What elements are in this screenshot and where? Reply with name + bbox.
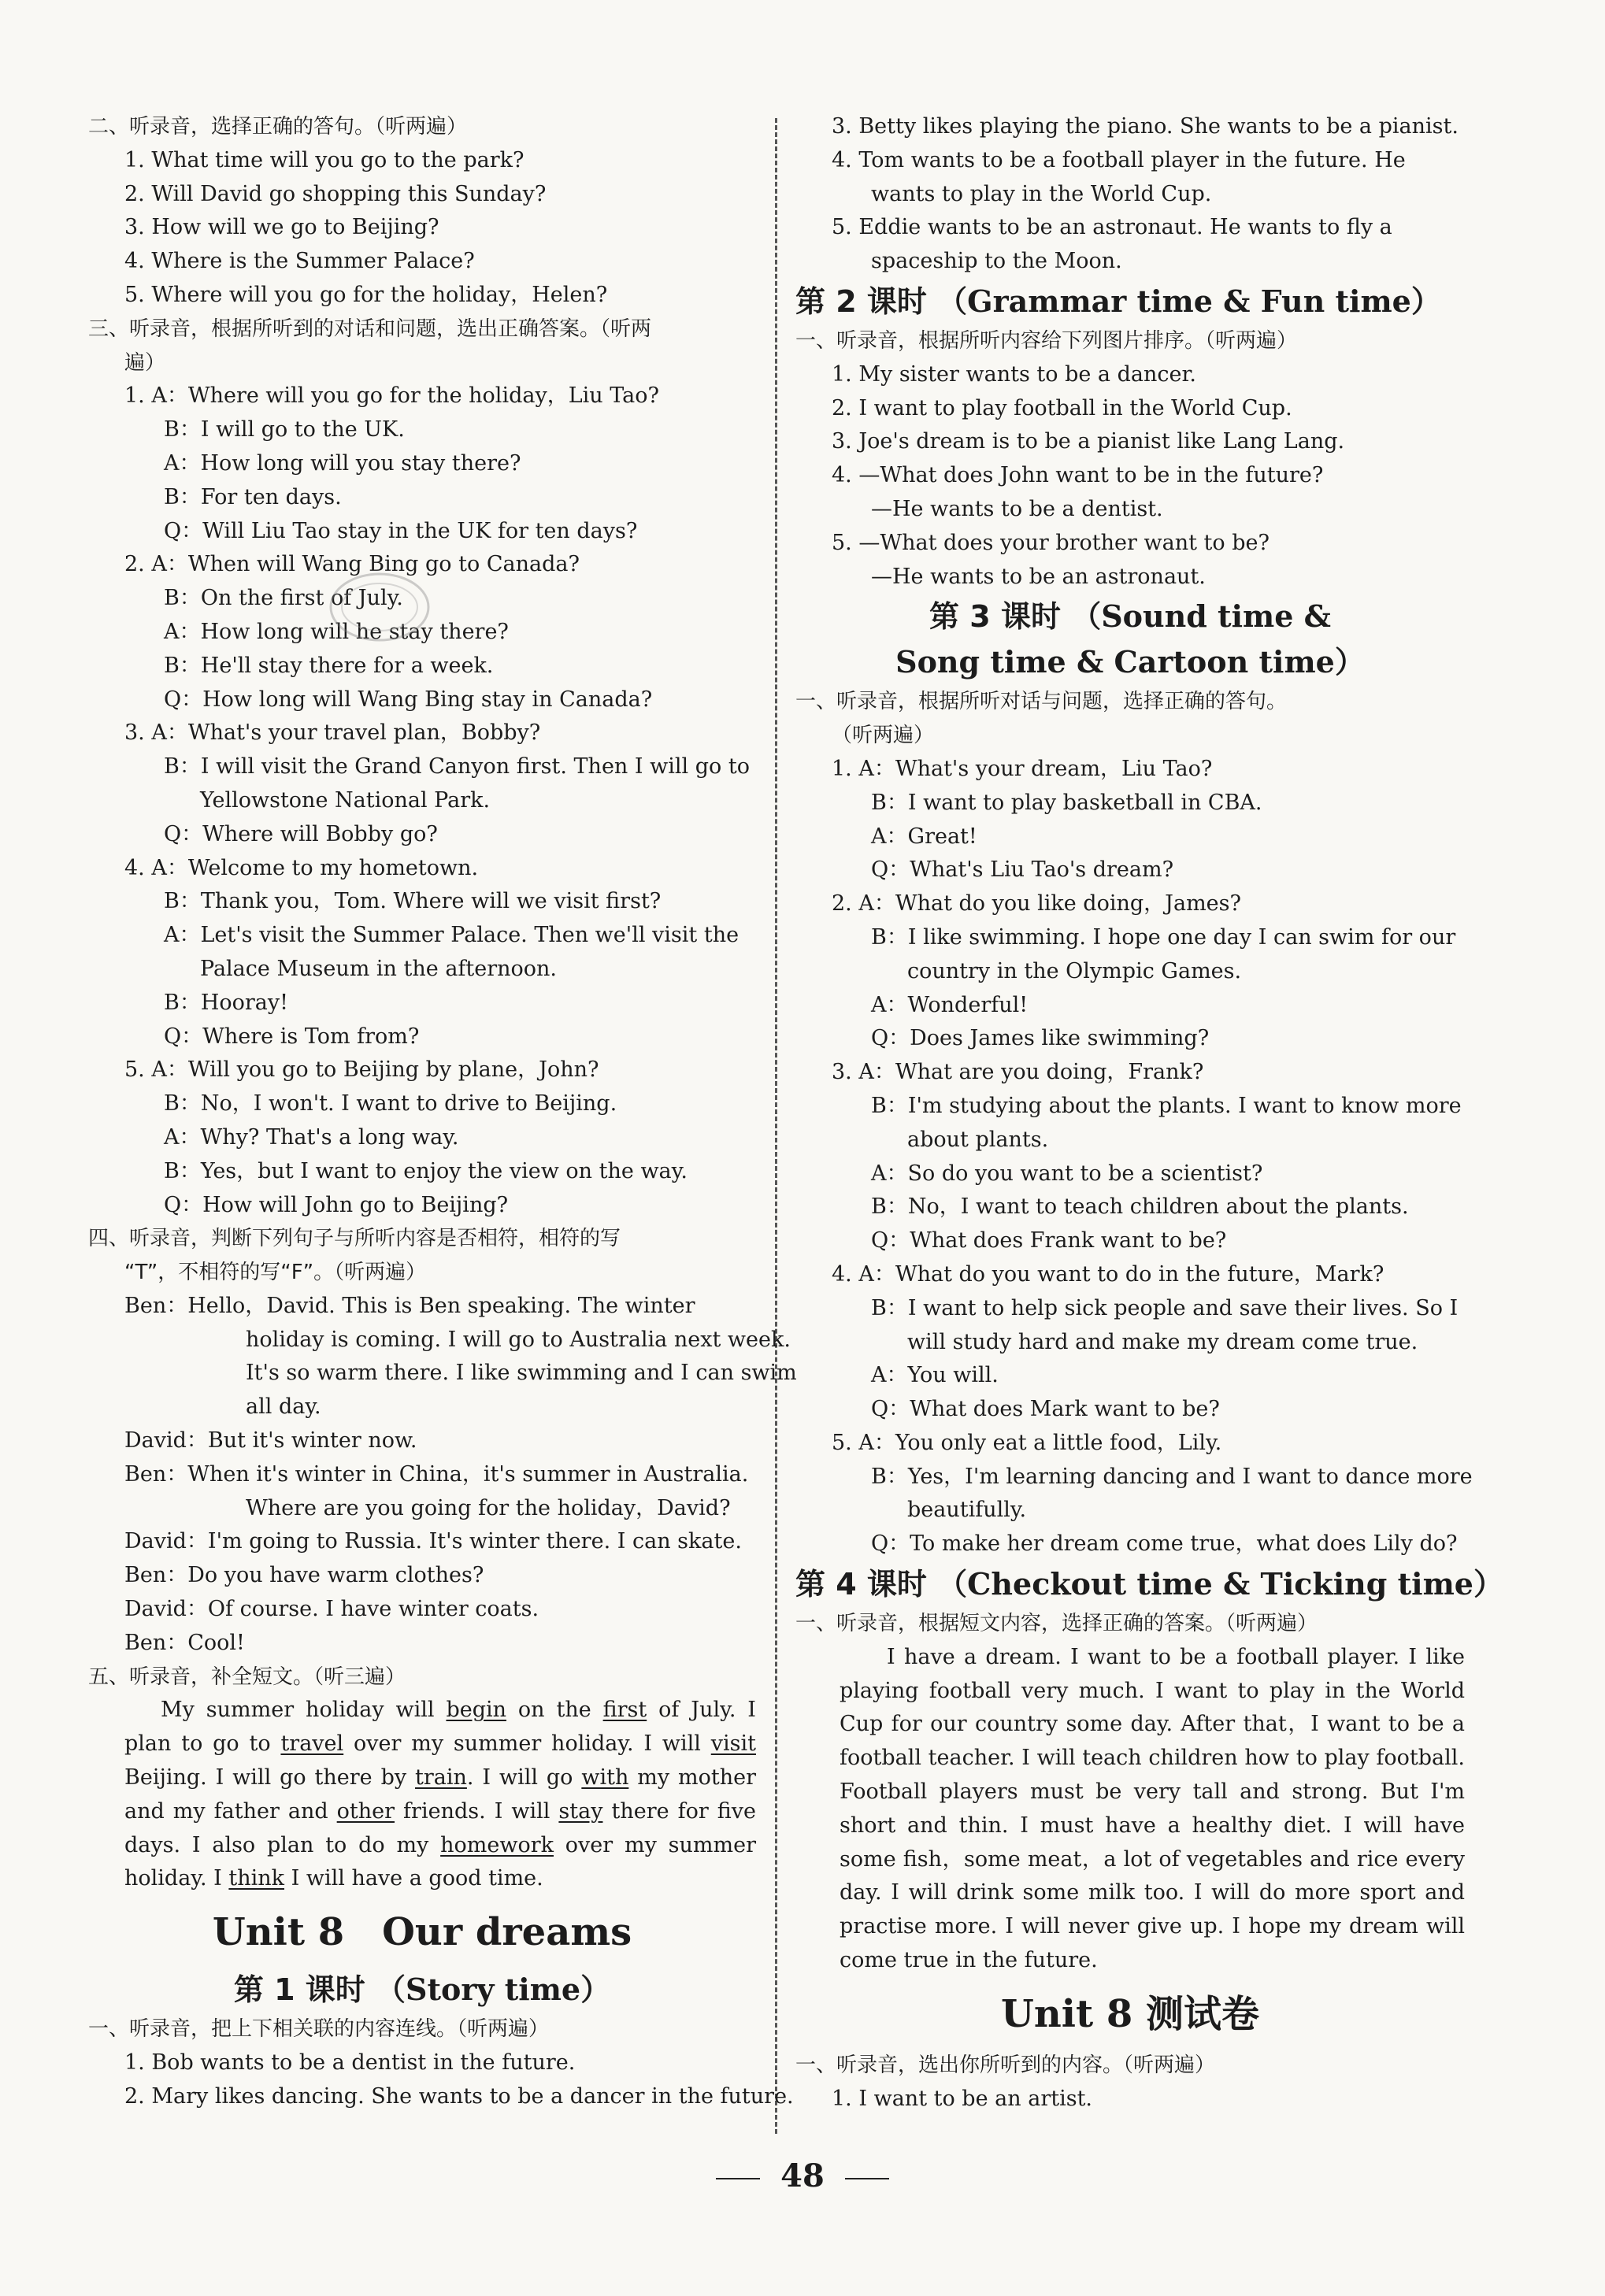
list-item: 2. Mary likes dancing. She wants to be a dancer in the future. xyxy=(124,2083,794,2109)
text-line: country in the Olympic Games. xyxy=(907,958,1242,983)
section-4-heading-cont: “T”，不相符的写“F”。（听两遍） xyxy=(124,1261,427,1285)
text-line: B：I'm studying about the plants. I want to know more xyxy=(871,1093,1462,1118)
list-item: 1. What time will you go to the park? xyxy=(124,147,524,172)
faded-stamp-icon xyxy=(317,564,443,650)
text-line: A：How long will you stay there? xyxy=(164,450,521,476)
text-line: 4. —What does John want to be in the future? xyxy=(832,463,1324,488)
list-item: 2. Will David go shopping this Sunday? xyxy=(124,181,547,206)
test-heading: 一、听录音，选出你所听到的内容。（听两遍） xyxy=(795,2053,1216,2077)
section-4-dialogue xyxy=(88,1290,797,1661)
lesson-1-heading: 一、听录音，把上下相关联的内容连线。（听两遍） xyxy=(88,2017,550,2042)
text-line: 5. A：You only eat a little food，Lily. xyxy=(832,1430,1222,1455)
list-item: 4. Where is the Summer Palace? xyxy=(124,249,475,274)
text-line: 2. I want to play football in the World Cup. xyxy=(832,395,1292,420)
text-line: Ben：Hello，David. This is Ben speaking. The winter xyxy=(124,1293,695,1318)
lesson-4-label: 第 4 课时 xyxy=(795,1567,927,1602)
text-line: Q：Will Liu Tao stay in the UK for ten days? xyxy=(164,518,638,543)
text-line: beautifully. xyxy=(907,1498,1027,1523)
text-line: Where are you going for the holiday，David? xyxy=(246,1495,731,1520)
passage-text: . I will go xyxy=(466,1765,582,1791)
text-line: B：On the first of July. xyxy=(164,586,403,611)
list-item: 1. I want to be an artist. xyxy=(832,2086,1093,2111)
section-2-items xyxy=(88,144,756,313)
text-line: Q：What's Liu Tao's dream? xyxy=(871,857,1174,883)
text-line: —He wants to be a dentist. xyxy=(871,496,1163,521)
lesson-3-heading-cont: （听两遍） xyxy=(832,724,935,748)
text-line: Q：What does Mark want to be? xyxy=(871,1397,1220,1422)
passage-text: there for five days. I also plan to do my xyxy=(124,1798,756,1857)
section-5-heading: 五、听录音，补全短文。（听三遍） xyxy=(88,1665,406,1689)
text-line: A：Great! xyxy=(871,824,977,849)
text-line: —He wants to be an astronaut. xyxy=(871,564,1206,589)
passage-text: Beijing. I will go there by xyxy=(124,1765,416,1791)
text-line: B：Thank you，Tom. Where will we visit first? xyxy=(164,889,662,914)
text-line: Ben：Do you have warm clothes? xyxy=(124,1563,484,1588)
section-3-dialogues xyxy=(88,380,756,1222)
lesson-3-title xyxy=(795,594,1465,639)
text-line: David：Of course. I have winter coats. xyxy=(124,1597,539,1622)
passage-text: on the xyxy=(506,1698,603,1723)
text-line: Q：How long will Wang Bing stay in Canada? xyxy=(164,687,653,712)
passage-text: my mother and my father and xyxy=(124,1765,756,1824)
list-item: 5. Where will you go for the holiday，Helen? xyxy=(124,282,608,307)
text-line: Q：Does James like swimming? xyxy=(871,1026,1210,1051)
lesson-2-items xyxy=(795,358,1465,594)
text-line: 3. A：What are you doing，Frank? xyxy=(832,1060,1204,1085)
lesson-2-heading: 一、听录音，根据所听内容给下列图片排序。（听两遍） xyxy=(795,328,1298,353)
section-3-heading: 三、听录音，根据所听到的对话和问题，选出正确答案。（听两 xyxy=(88,317,652,341)
lesson-4-subtitle: （Checkout time & Ticking time） xyxy=(937,1566,1503,1602)
text-line: about plants. xyxy=(907,1127,1049,1152)
text-line: Q：How will John go to Beijing? xyxy=(164,1192,509,1217)
lesson-2-subtitle: （Grammar time & Fun time） xyxy=(937,283,1441,319)
text-line: Ben：Cool! xyxy=(124,1630,245,1655)
text-line: B：Yes，but I want to enjoy the view on the way. xyxy=(164,1158,688,1183)
passage-text: My summer holiday will xyxy=(161,1698,447,1723)
lesson-3-heading: 一、听录音，根据所听对话与问题，选择正确的答句。 xyxy=(795,690,1288,714)
text-line: 3. Joe's dream is to be a pianist like Lang Lang. xyxy=(832,429,1345,454)
passage-text: over my summer holiday. I xyxy=(124,1832,756,1891)
text-line: 2. A：What do you like doing，James? xyxy=(832,891,1241,917)
text-line: 4. Tom wants to be a football player in the future. He xyxy=(832,147,1406,172)
page-number-text: 48 xyxy=(780,2157,825,2194)
text-line: B：Hooray! xyxy=(164,990,289,1015)
text-line: will study hard and make my dream come true. xyxy=(907,1329,1418,1354)
text-line: A：Wonderful! xyxy=(871,992,1029,1017)
list-item: 3. How will we go to Beijing? xyxy=(124,215,439,240)
lesson-3-dialogues xyxy=(795,753,1473,1561)
fill-in-answer: stay xyxy=(558,1798,603,1824)
page-number xyxy=(0,2157,1605,2194)
fill-in-answer: train xyxy=(415,1765,467,1791)
text-line: Q：Where will Bobby go? xyxy=(164,821,438,846)
text-line: David：But it's winter now. xyxy=(124,1428,417,1454)
passage-text: I will have a good time. xyxy=(284,1866,543,1891)
text-line: B：I will visit the Grand Canyon first. Then I will go to xyxy=(164,754,750,780)
text-line: B：I like swimming. I hope one day I can swim for our xyxy=(871,924,1456,950)
text-line: 2. A：When will Wang Bing go to Canada? xyxy=(124,552,580,577)
text-line: It's so warm there. I like swimming and I can swim xyxy=(246,1361,797,1386)
text-line: B：No，I won't. I want to drive to Beijing. xyxy=(164,1091,617,1117)
text-line: A：Let's visit the Summer Palace. Then we'll visit the xyxy=(164,923,739,948)
right-column xyxy=(795,110,1503,2116)
text-line: spaceship to the Moon. xyxy=(871,249,1122,274)
fill-in-answer: visit xyxy=(710,1731,756,1757)
lesson-3-label: 第 3 课时 xyxy=(929,599,1061,635)
text-line: Q：Where is Tom from? xyxy=(164,1024,420,1049)
text-line: 1. A：What's your dream，Liu Tao? xyxy=(832,756,1213,781)
lesson-1-title xyxy=(88,1967,756,2013)
passage-text: over my summer holiday. I will xyxy=(343,1731,711,1757)
text-line: B：I want to play basketball in CBA. xyxy=(871,790,1262,815)
text-line: A：How long will he stay there? xyxy=(164,619,509,644)
passage-text: friends. I will xyxy=(395,1798,559,1824)
lesson-3-subtitle-b: Song time & Cartoon time） xyxy=(895,644,1365,680)
text-line: 5. A：Will you go to Beijing by plane，John? xyxy=(124,1057,599,1083)
left-column xyxy=(88,110,797,2114)
section-5-passage xyxy=(88,1694,756,1896)
fill-in-answer: first xyxy=(602,1698,647,1723)
text-line: 1. A：Where will you go for the holiday，Liu Tao? xyxy=(124,383,659,409)
test-title: Unit 8 测试卷 xyxy=(1001,1991,1259,2036)
lesson-4-heading: 一、听录音，根据短文内容，选择正确的答案。（听两遍） xyxy=(795,1612,1318,1636)
text-line: Yellowstone National Park. xyxy=(200,787,491,813)
text-line: A：Why? That's a long way. xyxy=(164,1124,459,1150)
text-line: 4. A：Welcome to my hometown. xyxy=(124,855,479,880)
text-line: B：For ten days. xyxy=(164,484,342,509)
passage-text: of July. I plan to go to xyxy=(124,1698,756,1757)
text-line: B：Yes，I'm learning dancing and I want to dance more xyxy=(871,1464,1473,1489)
lesson-2-title xyxy=(795,279,1465,324)
text-line: B：I want to help sick people and save their lives. So I xyxy=(871,1295,1459,1320)
text-line: 5. —What does your brother want to be? xyxy=(832,530,1270,555)
lesson-2-label: 第 2 课时 xyxy=(795,283,927,319)
test-items xyxy=(795,2083,1465,2116)
text-line: Q：To make her dream come true，what does Lily do? xyxy=(871,1531,1458,1557)
fill-in-answer: travel xyxy=(280,1731,344,1757)
column-divider xyxy=(775,118,777,2134)
text-line: B：He'll stay there for a week. xyxy=(164,653,494,678)
fill-in-answer: other xyxy=(336,1798,395,1824)
lesson-1-items xyxy=(88,2046,794,2114)
text-line: 5. Eddie wants to be an astronaut. He wants to fly a xyxy=(832,215,1392,240)
text-line: 4. A：What do you want to do in the future，Mark? xyxy=(832,1261,1384,1287)
text-line: 1. My sister wants to be a dancer. xyxy=(832,361,1196,387)
lesson-1-items-cont xyxy=(795,110,1465,279)
text-line: A：You will. xyxy=(871,1363,999,1388)
section-4-heading: 四、听录音，判断下列句子与所听内容是否相符，相符的写 xyxy=(88,1227,621,1251)
text-line: A：So do you want to be a scientist? xyxy=(871,1161,1263,1186)
text-line: B：I will go to the UK. xyxy=(164,417,405,443)
text-line: Palace Museum in the afternoon. xyxy=(200,956,558,981)
lesson-1-label: 第 1 课时 xyxy=(233,1972,365,2008)
text-line: 3. A：What's your travel plan，Bobby? xyxy=(124,720,541,746)
fill-in-answer: homework xyxy=(440,1832,554,1857)
lesson-4-title xyxy=(795,1561,1503,1607)
text-line: B：No，I want to teach children about the plants. xyxy=(871,1194,1409,1220)
fill-in-answer: begin xyxy=(446,1698,507,1723)
text-line: holiday is coming. I will go to Australia next week. xyxy=(246,1327,791,1352)
text-line: 3. Betty likes playing the piano. She wants to be a pianist. xyxy=(832,114,1459,139)
text-line: Q：What does Frank want to be? xyxy=(871,1228,1227,1254)
fill-in-answer: think xyxy=(228,1866,285,1891)
lesson-1-subtitle: （Story time） xyxy=(376,1972,611,2008)
list-item: 1. Bob wants to be a dentist in the future. xyxy=(124,2050,576,2076)
section-2-heading: 二、听录音，选择正确的答句。（听两遍） xyxy=(88,115,468,139)
unit-title: Unit 8 Our dreams xyxy=(212,1910,632,1955)
text-line: all day. xyxy=(246,1394,321,1420)
section-3-heading-cont: 遍） xyxy=(124,350,166,375)
lesson-3-subtitle-a: （Sound time & xyxy=(1071,598,1331,635)
text-line: David：I'm going to Russia. It's winter there. I can skate. xyxy=(124,1529,742,1554)
text-line: wants to play in the World Cup. xyxy=(871,181,1212,206)
fill-in-answer: with xyxy=(581,1765,629,1791)
text-line: Ben：When it's winter in China，it's summer in Australia. xyxy=(124,1461,749,1487)
lesson-4-passage: I have a dream. I want to be a football player. I like playing football very much. I want to play in the World Cup for our country some day. After that，I want to be a football teacher. I will teach children how to play football. Football players must be very tall and strong. But I'm short and thin. I must have a healthy diet. I will have some fish，some meat，a lot of vegetables and rice every day. I will drink some milk too. I will do more sport and practise more. I will never give up. I hope my dream will come true in the future. xyxy=(840,1644,1465,1973)
